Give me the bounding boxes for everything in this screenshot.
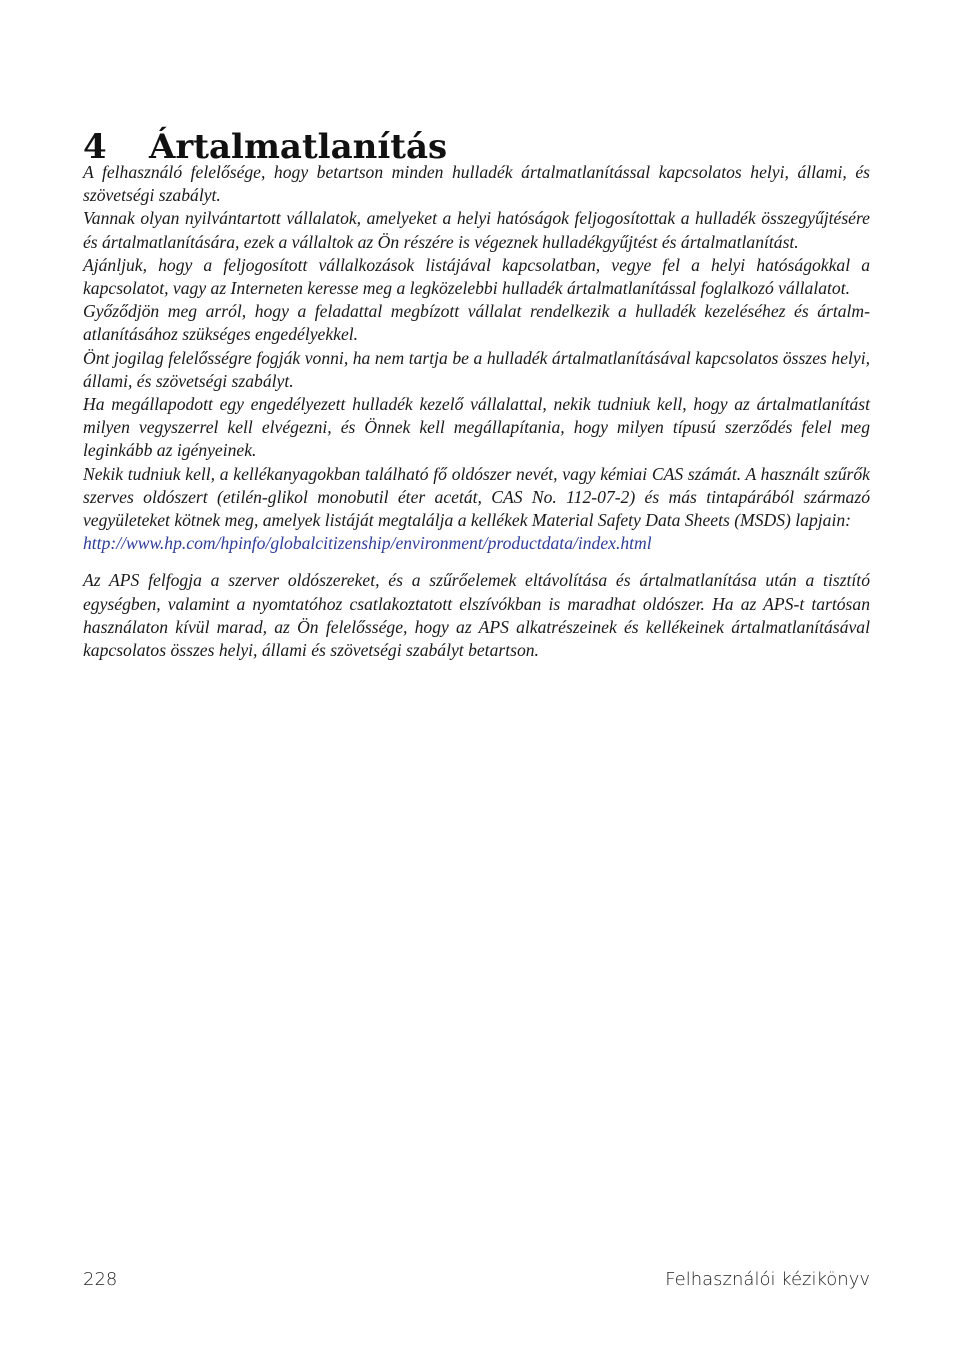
body-text bbox=[83, 161, 870, 662]
document-page bbox=[83, 0, 870, 1350]
paragraph-responsibility: A felhasználó felelősége, hogy betartson minden hulladék ártalmatlanítással kapcsolatos helyi, állami, és szövetségi szabályt. bbox=[83, 162, 870, 206]
chapter-number: 4 bbox=[83, 126, 107, 167]
paragraph-solvent-info: Nekik tudniuk kell, a kellékanyagokban található fő oldószer nevét, vagy kémiai CAS számát. A használt szűrők szerves oldószert (etilén-glikol monobutil éter acetát, CAS No. 112-07-2) és más tintapárából származó vegyületeket kötnek meg, amelyek listáját megtalálja a kellékek Material Safety Data Sheets (MSDS) lapjain: bbox=[83, 463, 870, 531]
paragraph-permits: Győződjön meg arról, hogy a feladattal megbízott vállalat rendelkezik a hulladék kezeléséhez és ártalmatlanításához szükséges engedélyekkel. bbox=[83, 301, 870, 345]
msds-link[interactable]: http://www.hp.com/hpinfo/globalcitizenship/environment/productdata/index.html bbox=[83, 533, 652, 554]
manual-title: Felhasználói kézikönyv bbox=[665, 1269, 870, 1290]
paragraph-registered-companies: Vannak olyan nyilvántartott vállalatok, amelyeket a helyi hatóságok feljogosítottak a hulladék összegyűjtésére és ártalmatlanítására, ezek a vállaltok az Ön részére is végeznek hulladékgyűjtést és ártalmatlanítást. bbox=[83, 208, 870, 252]
paragraph-contract: Ha megállapodott egy engedélyezett hulladék kezelő vállalattal, nekik tudniuk kell, hogy az ártalmatlanítást milyen vegyszerrel kell elvégezni, és Önnek kell megállapítania, hogy milyen típusú szerződés felel meg leginkább az igényeinek. bbox=[83, 394, 870, 461]
paragraph-legal-liability: Önt jogilag felelősségre fogják vonni, ha nem tartja be a hulladék ártalmatlanításával kapcsolatos összes helyi, állami, és szövetségi szabályt. bbox=[83, 347, 870, 391]
paragraph-aps: Az APS felfogja a szerver oldószereket, és a szűrőelemek eltávolítása és ártalmatlanítása után a tisztító egységben, valamint a nyomtatóhoz csatlakoztatott elszívókban is maradhat oldószer. Ha az APS-t tartósan használaton kívül marad, az Ön felelőssége, hogy az APS alkatrészeinek és kellékeinek ártalmatlanításával kapcsolatos összes helyi, állami és szövetségi szabályt betartson. bbox=[83, 570, 870, 661]
page-number: 228 bbox=[83, 1269, 118, 1290]
page-footer bbox=[83, 1266, 870, 1294]
chapter-title: Ártalmatlanítás bbox=[149, 126, 448, 167]
paragraph-recommendation: Ajánljuk, hogy a feljogosított vállalkozások listájával kapcsolatban, vegye fel a helyi hatóságokkal a kapcsolatot, vagy az Interneten keresse meg a legközelebbi hulladék ártalmatlanítással foglalkozó vállalatot. bbox=[83, 254, 870, 299]
